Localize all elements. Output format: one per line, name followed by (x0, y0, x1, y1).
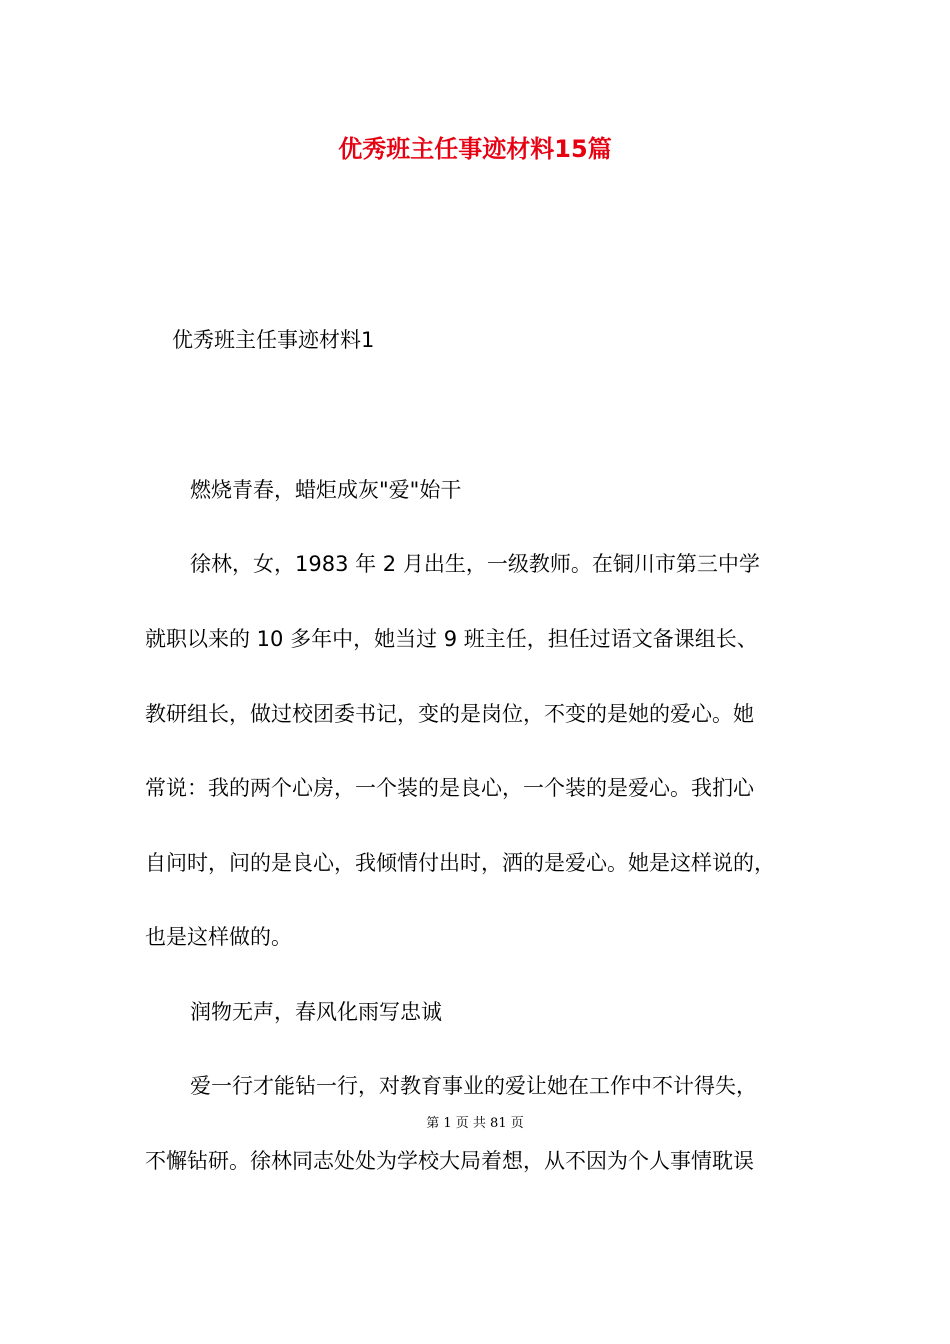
paragraph-line: 自问时，问的是良心，我倾情付出时，洒的是爱心。她是这样说的， (145, 851, 775, 875)
paragraph-line: 就职以来的 10 多年中，她当过 9 班主任，担任过语文备课组长、 (145, 627, 758, 651)
page-footer: 第 1 页 共 81 页 (426, 1116, 524, 1131)
paragraph-line: 教研组长，做过校团委书记，变的是岗位，不变的是她的爱心。她 (145, 702, 754, 726)
paragraph-line: 不懈钻研。徐林同志处处为学校大局着想，从不因为个人事情耽误 (145, 1149, 754, 1173)
subheading-2: 润物无声，春风化雨写忠诚 (190, 1000, 442, 1024)
paragraph-line: 也是这样做的。 (145, 925, 292, 949)
subheading-1: 燃烧青春，蜡炬成灰"爱"始干 (190, 478, 462, 502)
section-heading: 优秀班主任事迹材料1 (172, 328, 375, 352)
paragraph-line: 徐林，女，1983 年 2 月出生，一级教师。在铜川市第三中学 (190, 552, 760, 576)
paragraph-line: 爱一行才能钻一行，对教育事业的爱让她在工作中不计得失， (190, 1074, 757, 1098)
paragraph-line: 常说：我的两个心房，一个装的是良心，一个装的是爱心。我扪心 (145, 776, 754, 800)
document-title: 优秀班主任事迹材料15篇 (338, 135, 612, 163)
